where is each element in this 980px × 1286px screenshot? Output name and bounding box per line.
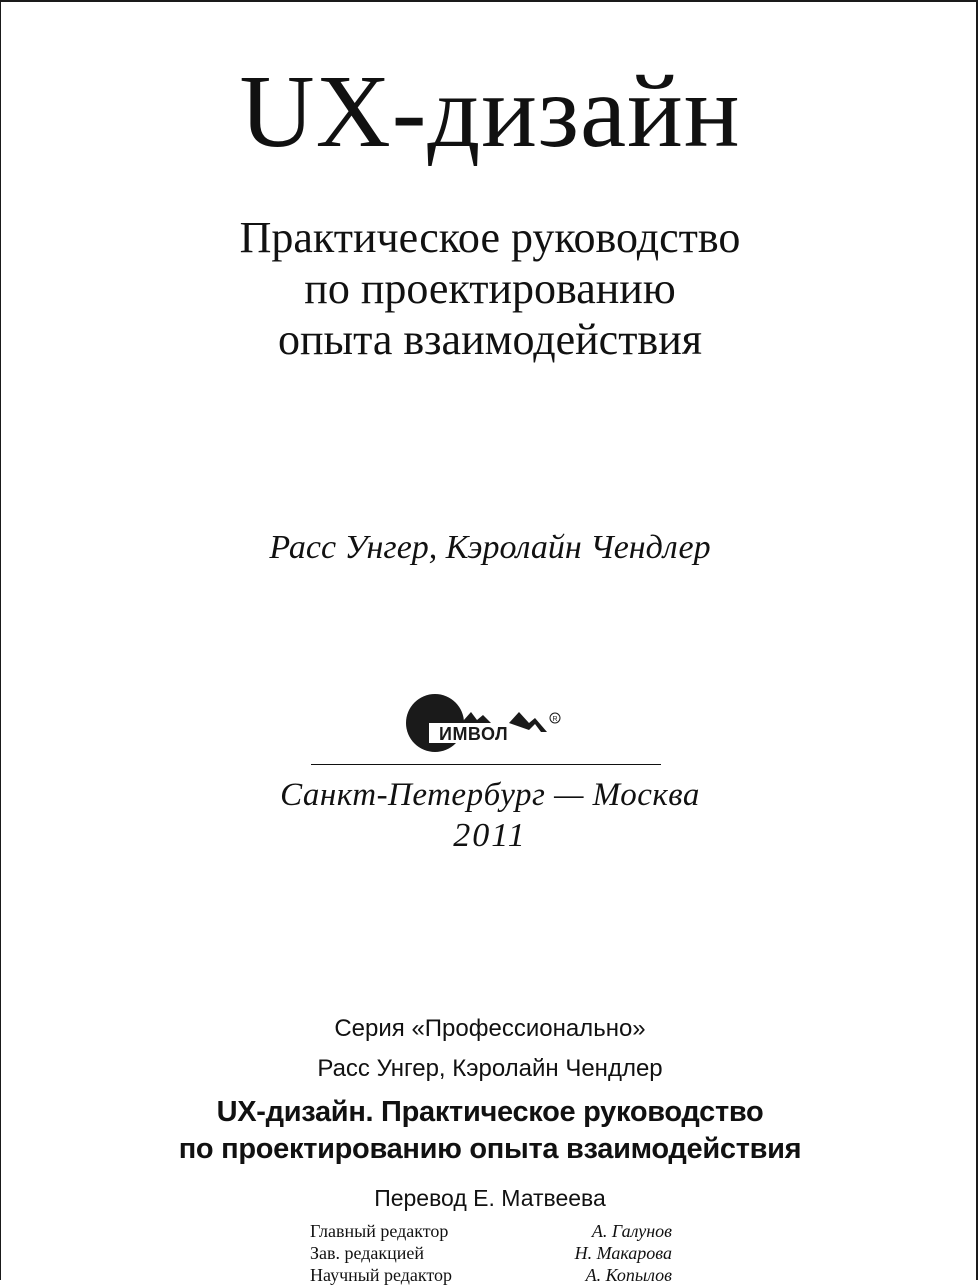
subtitle-line: по проектированию: [304, 264, 676, 313]
svg-text:ИМВОЛ: ИМВОЛ: [439, 724, 509, 744]
subtitle-line: Практическое руководство: [239, 213, 741, 262]
credit-name: А. Копылов: [585, 1265, 672, 1285]
book-subtitle: [0, 212, 980, 365]
imprint-credits: [310, 1220, 672, 1286]
publication-cities: Санкт-Петербург — Москва: [280, 777, 700, 813]
credit-row: [310, 1242, 672, 1264]
credit-name: А. Галунов: [591, 1221, 672, 1241]
publisher-divider: [311, 764, 661, 765]
credit-name: Н. Макарова: [574, 1243, 672, 1263]
imprint-authors: Расс Унгер, Кэролайн Чендлер: [317, 1055, 663, 1082]
subtitle-line: опыта взаимодействия: [278, 315, 702, 364]
credit-row: [310, 1220, 672, 1242]
publication-year: 2011: [453, 817, 527, 854]
imprint-translation: Перевод Е. Матвеева: [374, 1185, 606, 1211]
imprint-title-line: UX-дизайн. Практическое руководство: [216, 1096, 764, 1128]
credit-row: [310, 1264, 672, 1286]
imprint-title: [0, 1094, 980, 1168]
publisher-logo: [405, 690, 575, 754]
book-authors: Расс Унгер, Кэролайн Чендлер: [269, 529, 711, 566]
credit-role: Научный редактор: [310, 1265, 453, 1285]
credit-role: Главный редактор: [310, 1221, 449, 1241]
credit-role: Зав. редакцией: [310, 1243, 425, 1263]
svg-text:R: R: [552, 716, 558, 723]
book-title: UX-дизайн: [239, 54, 741, 169]
symbol-publisher-logo-icon: [405, 690, 575, 754]
imprint-title-line: по проектированию опыта взаимодействия: [178, 1133, 802, 1165]
imprint-series: Серия «Профессионально»: [334, 1015, 646, 1042]
